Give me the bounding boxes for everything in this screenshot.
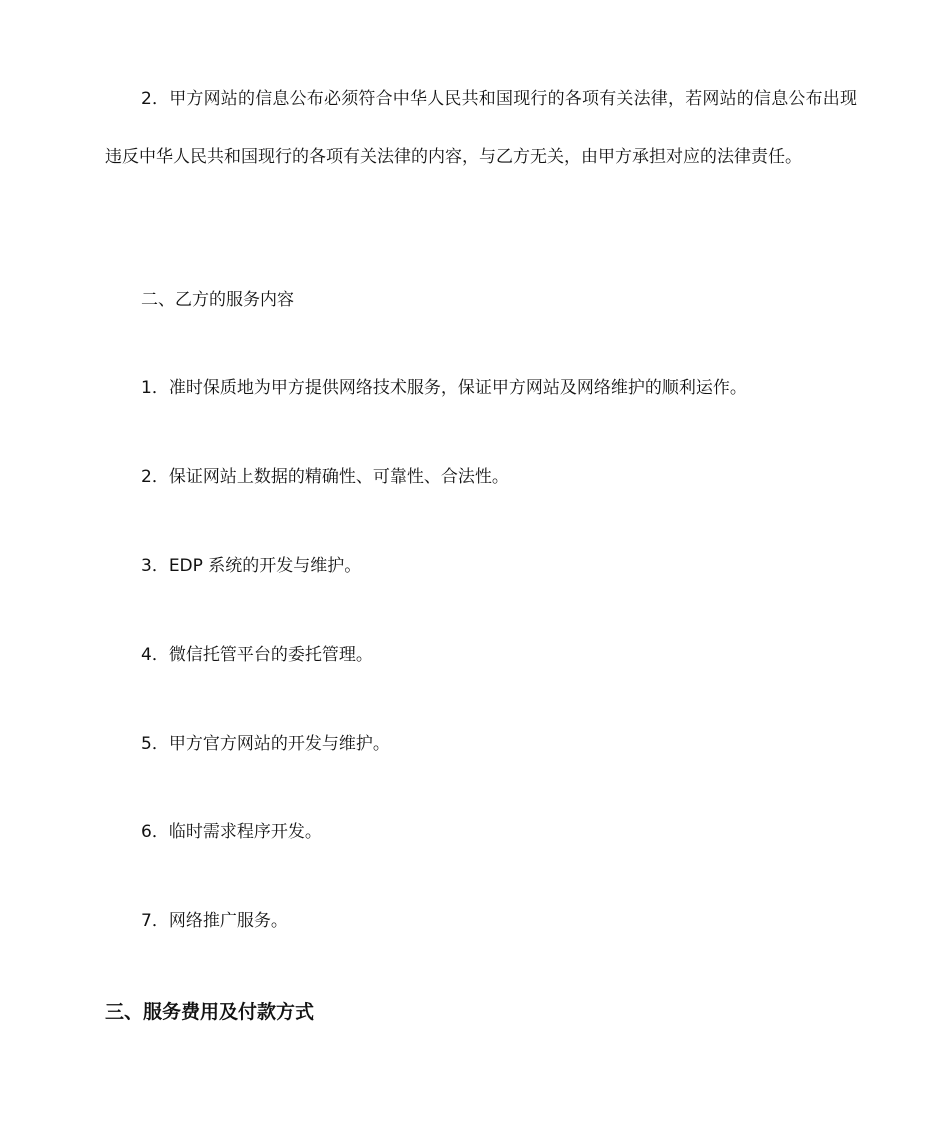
paragraph-legal-responsibility: 2．甲方网站的信息公布必须符合中华人民共和国现行的各项有关法律，若网站的信息公布出现违反中华人民共和国现行的各项有关法律的内容，与乙方无关，由甲方承担对应的法律责任。 <box>105 89 857 167</box>
list-item: 1．准时保质地为甲方提供网络技术服务，保证甲方网站及网络维护的顺利运作。 <box>141 378 747 398</box>
section-heading-service-content: 二、乙方的服务内容 <box>141 290 294 310</box>
list-item: 5．甲方官方网站的开发与维护。 <box>141 734 390 754</box>
section-heading-fees-payment: 三、服务费用及付款方式 <box>105 1001 315 1023</box>
list-item: 3．EDP 系统的开发与维护。 <box>141 556 362 576</box>
list-item: 4．微信托管平台的委托管理。 <box>141 645 373 665</box>
list-item: 2．保证网站上数据的精确性、可靠性、合法性。 <box>141 467 509 487</box>
list-item: 6．临时需求程序开发。 <box>141 822 322 842</box>
list-item: 7．网络推广服务。 <box>141 911 288 931</box>
